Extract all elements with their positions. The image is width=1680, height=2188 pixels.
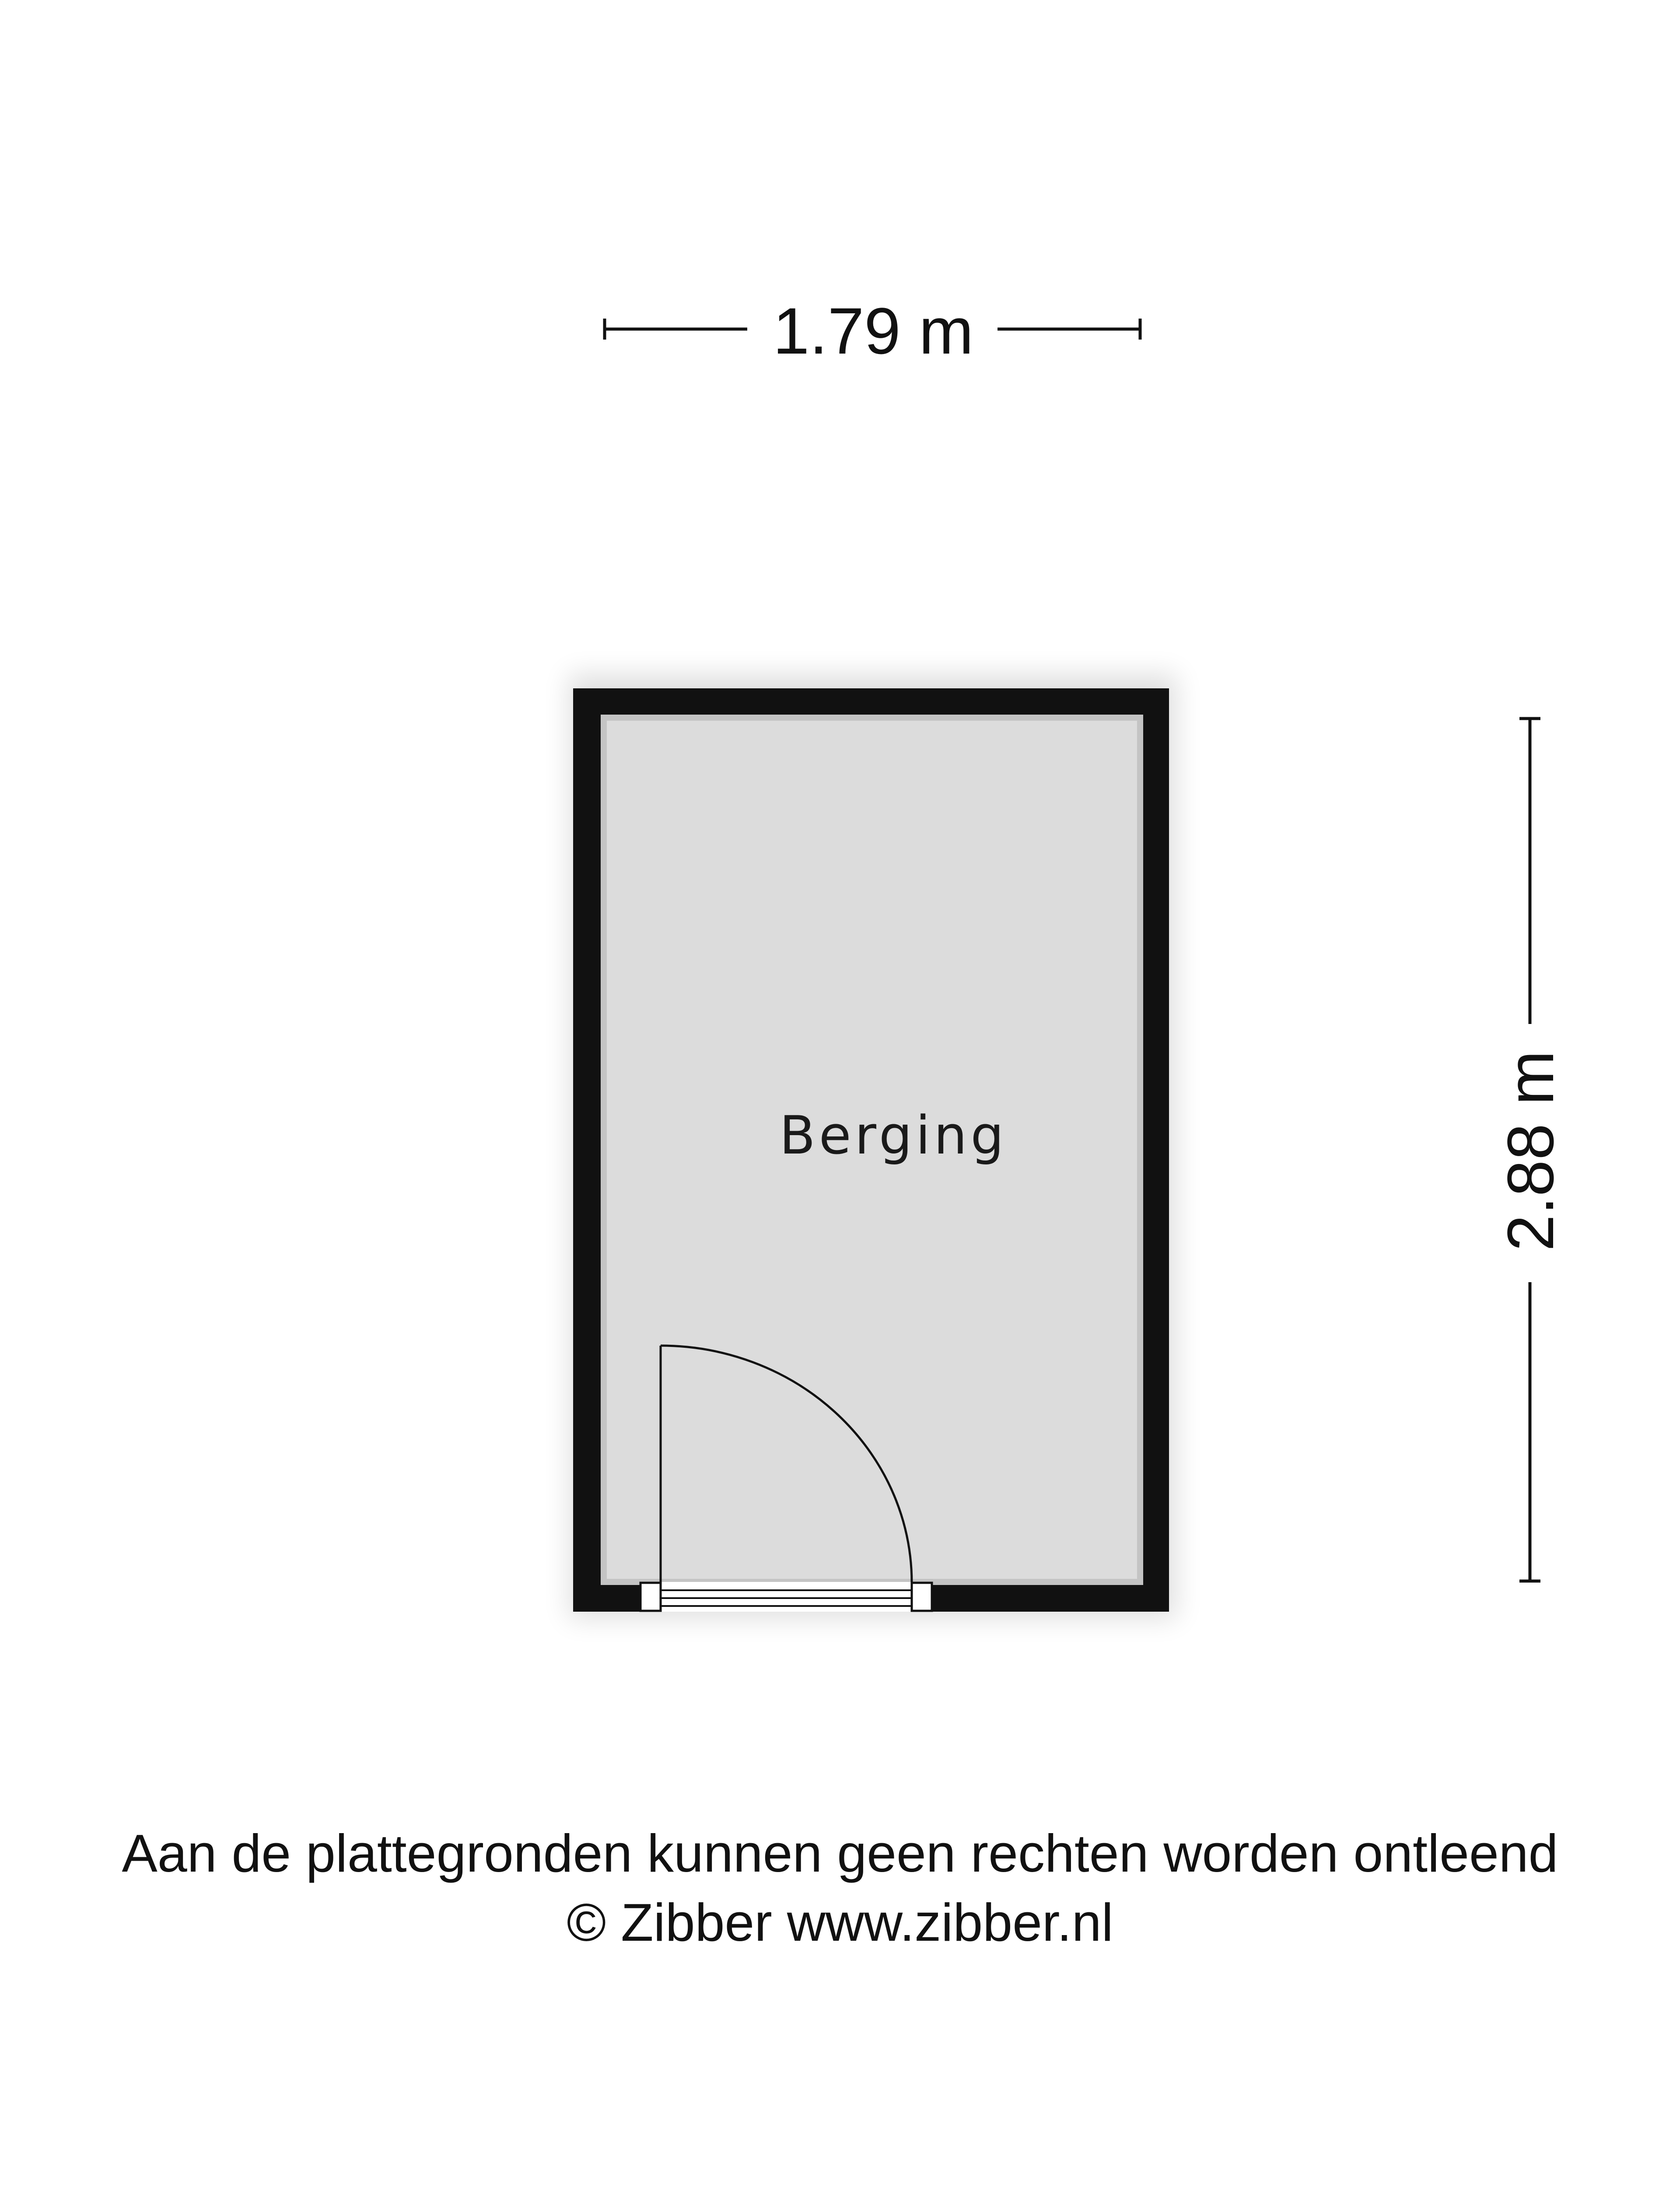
room-berging — [569, 674, 1177, 1619]
door-frame-left — [640, 1583, 661, 1611]
copyright-text: © Zibber www.zibber.nl — [567, 1893, 1113, 1952]
door-opening — [640, 1582, 933, 1612]
door-frame-right — [912, 1583, 932, 1611]
height-dimension — [1494, 718, 1567, 1582]
room-label: Berging — [779, 1105, 1008, 1166]
width-dimension — [604, 294, 1141, 368]
width-dimension-label: 1.79 m — [773, 294, 974, 368]
disclaimer-text: Aan de plattegronden kunnen geen rechten worden ontleend — [122, 1823, 1558, 1883]
height-dimension-label: 2.88 m — [1494, 1050, 1567, 1252]
